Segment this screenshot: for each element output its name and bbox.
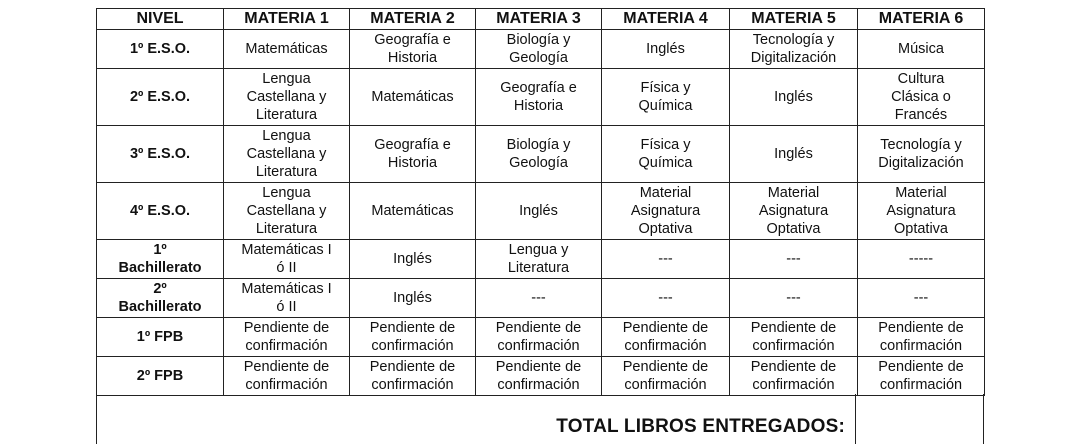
subject-cell: Material Asignatura Optativa (730, 183, 858, 240)
subject-cell: Biología y Geología (476, 126, 602, 183)
subject-cell: Matemáticas (224, 30, 350, 69)
subject-cell: Pendiente de confirmación (224, 357, 350, 396)
subject-cell: --- (602, 240, 730, 279)
level-cell: 1º Bachillerato (97, 240, 224, 279)
subject-cell: Pendiente de confirmación (602, 357, 730, 396)
subject-cell: Pendiente de confirmación (858, 357, 985, 396)
header-nivel: NIVEL (97, 9, 224, 30)
books-document (96, 8, 984, 444)
table-row (97, 318, 985, 357)
subject-cell: --- (602, 279, 730, 318)
subject-cell: Matemáticas I ó II (224, 279, 350, 318)
level-cell: 1º FPB (97, 318, 224, 357)
subject-cell: Lengua y Literatura (476, 240, 602, 279)
subject-cell: Pendiente de confirmación (602, 318, 730, 357)
table-row (97, 183, 985, 240)
subject-cell: Lengua Castellana y Literatura (224, 126, 350, 183)
header-row (97, 9, 985, 30)
subject-cell: Inglés (350, 279, 476, 318)
subject-cell: Pendiente de confirmación (730, 318, 858, 357)
subject-cell: --- (476, 279, 602, 318)
subject-cell: Música (858, 30, 985, 69)
subject-cell: Pendiente de confirmación (858, 318, 985, 357)
header-materia-2: MATERIA 2 (350, 9, 476, 30)
books-table (96, 8, 985, 396)
subject-cell: Matemáticas I ó II (224, 240, 350, 279)
total-value-divider (855, 394, 856, 444)
subject-cell: --- (730, 240, 858, 279)
level-cell: 3º E.S.O. (97, 126, 224, 183)
header-materia-4: MATERIA 4 (602, 9, 730, 30)
subject-cell: ----- (858, 240, 985, 279)
subject-cell: Matemáticas (350, 69, 476, 126)
header-materia-3: MATERIA 3 (476, 9, 602, 30)
subject-cell: Inglés (730, 126, 858, 183)
level-cell: 2º Bachillerato (97, 279, 224, 318)
header-materia-5: MATERIA 5 (730, 9, 858, 30)
subject-cell: --- (858, 279, 985, 318)
level-cell: 2º E.S.O. (97, 69, 224, 126)
subject-cell: Pendiente de confirmación (350, 357, 476, 396)
subject-cell: Cultura Clásica o Francés (858, 69, 985, 126)
table-row (97, 69, 985, 126)
subject-cell: Biología y Geología (476, 30, 602, 69)
subject-cell: Geografía e Historia (350, 30, 476, 69)
table-row (97, 126, 985, 183)
subject-cell: Pendiente de confirmación (476, 357, 602, 396)
subject-cell: Física y Química (602, 126, 730, 183)
total-books-label: TOTAL LIBROS ENTREGADOS: (556, 416, 845, 437)
subject-cell: Material Asignatura Optativa (858, 183, 985, 240)
subject-cell: Lengua Castellana y Literatura (224, 183, 350, 240)
total-books-row (96, 394, 984, 444)
subject-cell: Inglés (602, 30, 730, 69)
header-materia-6: MATERIA 6 (858, 9, 985, 30)
table-row (97, 240, 985, 279)
subject-cell: Lengua Castellana y Literatura (224, 69, 350, 126)
subject-cell: Inglés (476, 183, 602, 240)
subject-cell: Inglés (350, 240, 476, 279)
subject-cell: Tecnología y Digitalización (858, 126, 985, 183)
table-row (97, 279, 985, 318)
level-cell: 4º E.S.O. (97, 183, 224, 240)
subject-cell: Pendiente de confirmación (350, 318, 476, 357)
subject-cell: --- (730, 279, 858, 318)
header-materia-1: MATERIA 1 (224, 9, 350, 30)
subject-cell: Física y Química (602, 69, 730, 126)
subject-cell: Inglés (730, 69, 858, 126)
level-cell: 1º E.S.O. (97, 30, 224, 69)
subject-cell: Geografía e Historia (350, 126, 476, 183)
subject-cell: Geografía e Historia (476, 69, 602, 126)
table-row (97, 357, 985, 396)
subject-cell: Tecnología y Digitalización (730, 30, 858, 69)
subject-cell: Material Asignatura Optativa (602, 183, 730, 240)
subject-cell: Pendiente de confirmación (730, 357, 858, 396)
table-row (97, 30, 985, 69)
level-cell: 2º FPB (97, 357, 224, 396)
subject-cell: Matemáticas (350, 183, 476, 240)
subject-cell: Pendiente de confirmación (224, 318, 350, 357)
subject-cell: Pendiente de confirmación (476, 318, 602, 357)
